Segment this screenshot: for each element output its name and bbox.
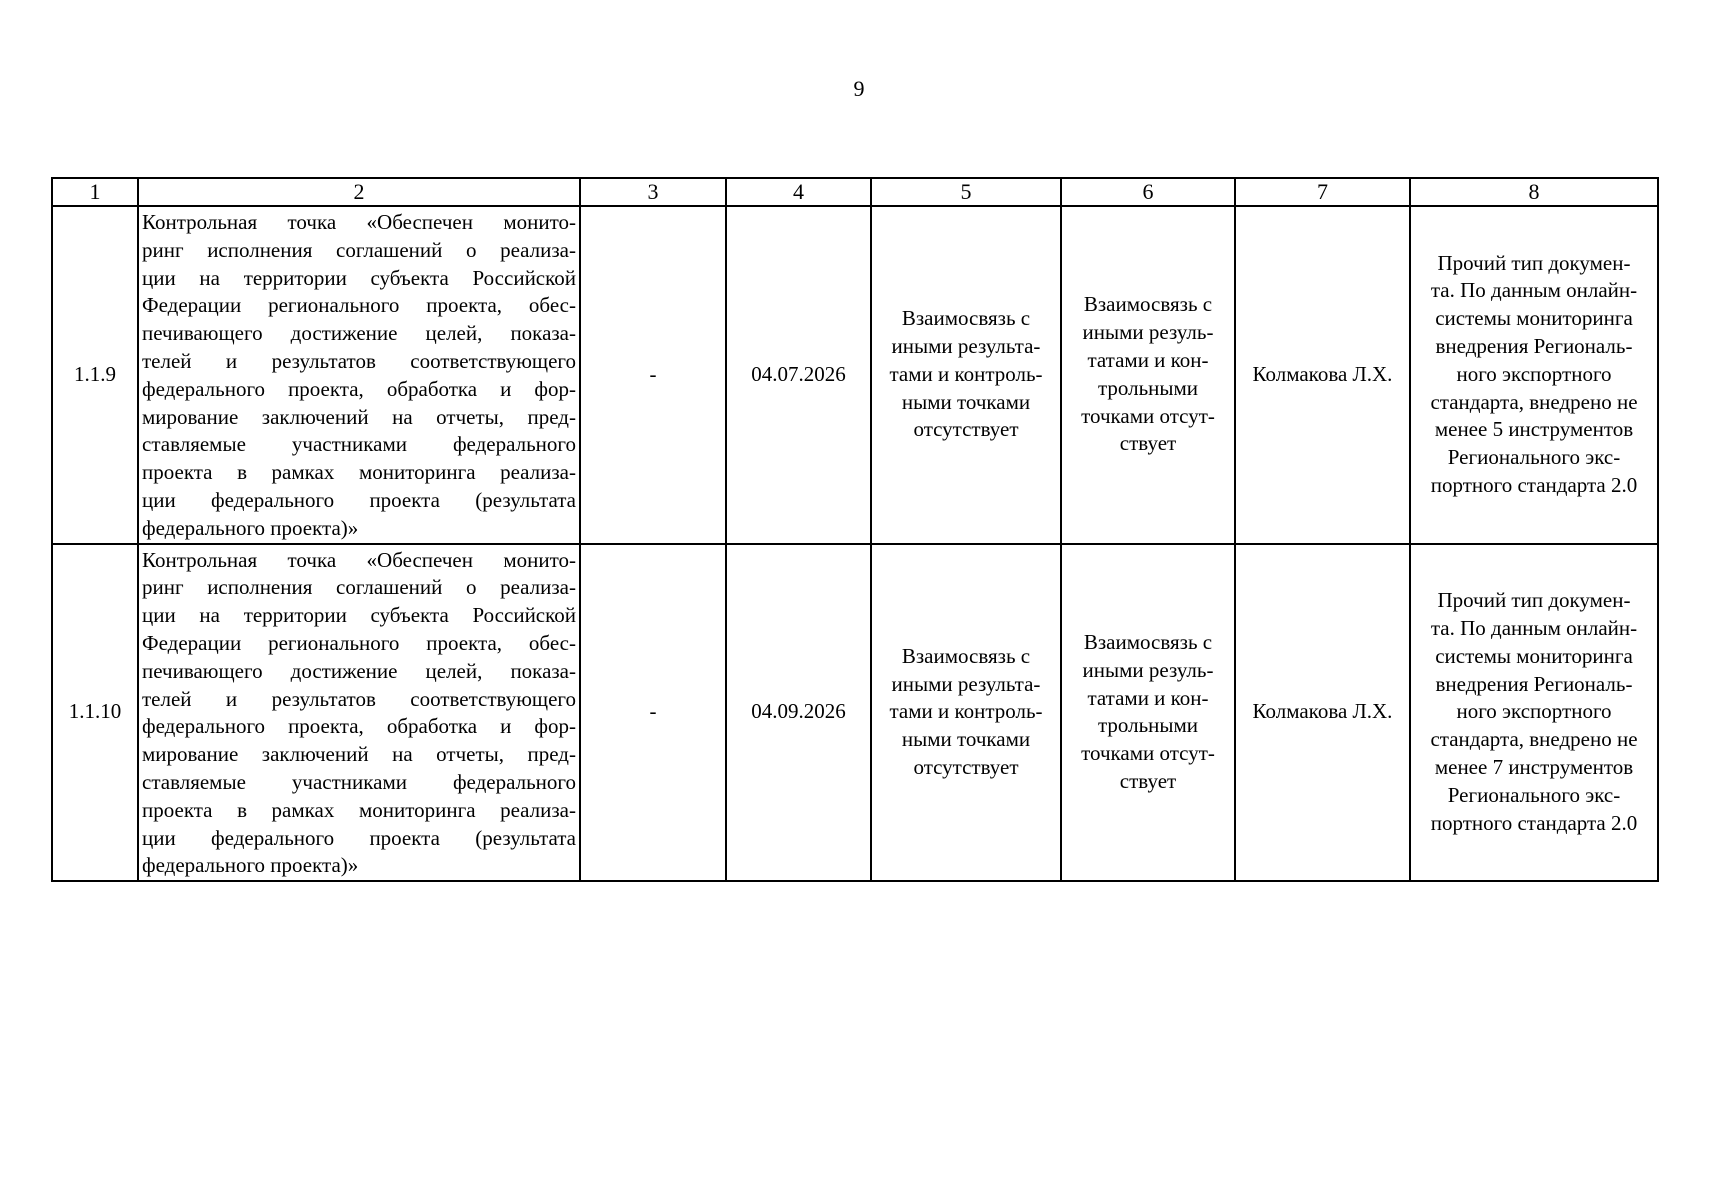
relation-line: отсутствует [913, 417, 1019, 442]
relation-line: иными результа- [891, 334, 1041, 359]
relation-line: татами и кон- [1087, 685, 1209, 710]
document-line: портного стандарта 2.0 [1430, 473, 1638, 498]
description-line: федерального проекта)» [142, 853, 359, 878]
description-line: ринг исполнения соглашений о реализа- [142, 575, 576, 600]
document-description [1410, 206, 1658, 544]
relation-line: ствует [1119, 768, 1177, 793]
description-line: проекта в рамках мониторинга реализа- [142, 797, 576, 822]
description-line: проекта в рамках мониторинга реализа- [142, 460, 576, 485]
document-line: та. По данным онлайн- [1430, 616, 1638, 641]
description-line: Федерации регионального проекта, обес- [142, 293, 576, 318]
document-line: портного стандарта 2.0 [1430, 810, 1638, 835]
relation-line: ными точками [901, 727, 1031, 752]
table-header-row [52, 178, 1658, 206]
column-3-value: - [580, 544, 726, 882]
description-line: Контрольная точка «Обеспечен монито- [142, 547, 576, 572]
description-line: ции федерального проекта (результата [142, 487, 576, 512]
deadline-date: 04.07.2026 [726, 206, 871, 544]
relation-line: тами и контроль- [889, 361, 1043, 386]
control-points-table [51, 177, 1659, 882]
relation-line: татами и кон- [1087, 347, 1209, 372]
description-line: печивающего достижение целей, показа- [142, 658, 576, 683]
table-row [52, 206, 1658, 544]
page-number: 9 [853, 76, 865, 101]
row-number: 1.1.9 [52, 206, 138, 544]
description-line: Федерации регионального проекта, обес- [142, 630, 576, 655]
relation-line: трольными [1097, 375, 1199, 400]
relation-next [1061, 544, 1235, 882]
document-line: Прочий тип докумен- [1437, 250, 1631, 275]
column-3-value: - [580, 206, 726, 544]
document-line: ного экспортного [1456, 361, 1612, 386]
row-description [138, 544, 580, 882]
description-line: ции федерального проекта (результата [142, 825, 576, 850]
description-line: федерального проекта, обработка и фор- [142, 714, 576, 739]
description-line: мирование заключений на отчеты, пред- [142, 404, 576, 429]
row-description [138, 206, 580, 544]
column-header: 5 [871, 178, 1061, 206]
document-line: менее 7 инструментов [1434, 755, 1634, 780]
description-line: ставляемые участниками федерального [142, 769, 576, 794]
relation-line: ными точками [901, 389, 1031, 414]
document-line: та. По данным онлайн- [1430, 278, 1638, 303]
column-header: 3 [580, 178, 726, 206]
row-number: 1.1.10 [52, 544, 138, 882]
relation-line: точками отсут- [1081, 741, 1215, 766]
column-header: 8 [1410, 178, 1658, 206]
column-header: 6 [1061, 178, 1235, 206]
document-line: Регионального экс- [1447, 445, 1621, 470]
relation-next [1061, 206, 1235, 544]
description-line: печивающего достижение целей, показа- [142, 321, 576, 346]
description-line: Контрольная точка «Обеспечен монито- [142, 210, 576, 234]
document-line: внедрения Региональ- [1435, 334, 1633, 359]
deadline-date: 04.09.2026 [726, 544, 871, 882]
document-line: стандарта, внедрено не [1430, 389, 1638, 414]
document-line: ного экспортного [1456, 699, 1612, 724]
description-line: ринг исполнения соглашений о реализа- [142, 237, 576, 262]
document-line: менее 5 инструментов [1434, 417, 1634, 442]
relation-line: иными резуль- [1082, 320, 1214, 345]
column-header: 4 [726, 178, 871, 206]
relation-line: точками отсут- [1081, 403, 1215, 428]
document-line: Регионального экс- [1447, 782, 1621, 807]
relation-line: иными результа- [891, 671, 1041, 696]
relation-line: ствует [1119, 431, 1177, 456]
responsible-person: Колмакова Л.Х. [1235, 206, 1410, 544]
document-line: внедрения Региональ- [1435, 671, 1633, 696]
document-line: системы мониторинга [1435, 306, 1633, 331]
description-line: телей и результатов соответствующего [142, 348, 576, 373]
relation-line: тами и контроль- [889, 699, 1043, 724]
column-header: 1 [52, 178, 138, 206]
column-header: 7 [1235, 178, 1410, 206]
document-description [1410, 544, 1658, 882]
document-line: Прочий тип докумен- [1437, 588, 1631, 613]
responsible-person: Колмакова Л.Х. [1235, 544, 1410, 882]
description-line: ставляемые участниками федерального [142, 432, 576, 457]
relation-line: отсутствует [913, 755, 1019, 780]
document-line: системы мониторинга [1435, 643, 1633, 668]
column-header: 2 [138, 178, 580, 206]
relation-previous [871, 544, 1061, 882]
relation-line: Взаимосвязь с [901, 643, 1031, 668]
table-row [52, 544, 1658, 882]
relation-line: иными резуль- [1082, 657, 1214, 682]
description-line: ции на территории субъекта Российской [142, 265, 576, 290]
description-line: мирование заключений на отчеты, пред- [142, 742, 576, 767]
relation-previous [871, 206, 1061, 544]
description-line: ции на территории субъекта Российской [142, 603, 576, 628]
relation-line: трольными [1097, 713, 1199, 738]
description-line: федерального проекта)» [142, 515, 359, 540]
relation-line: Взаимосвязь с [1083, 292, 1213, 317]
description-line: телей и результатов соответствующего [142, 686, 576, 711]
document-line: стандарта, внедрено не [1430, 727, 1638, 752]
relation-line: Взаимосвязь с [901, 306, 1031, 331]
relation-line: Взаимосвязь с [1083, 629, 1213, 654]
description-line: федерального проекта, обработка и фор- [142, 376, 576, 401]
